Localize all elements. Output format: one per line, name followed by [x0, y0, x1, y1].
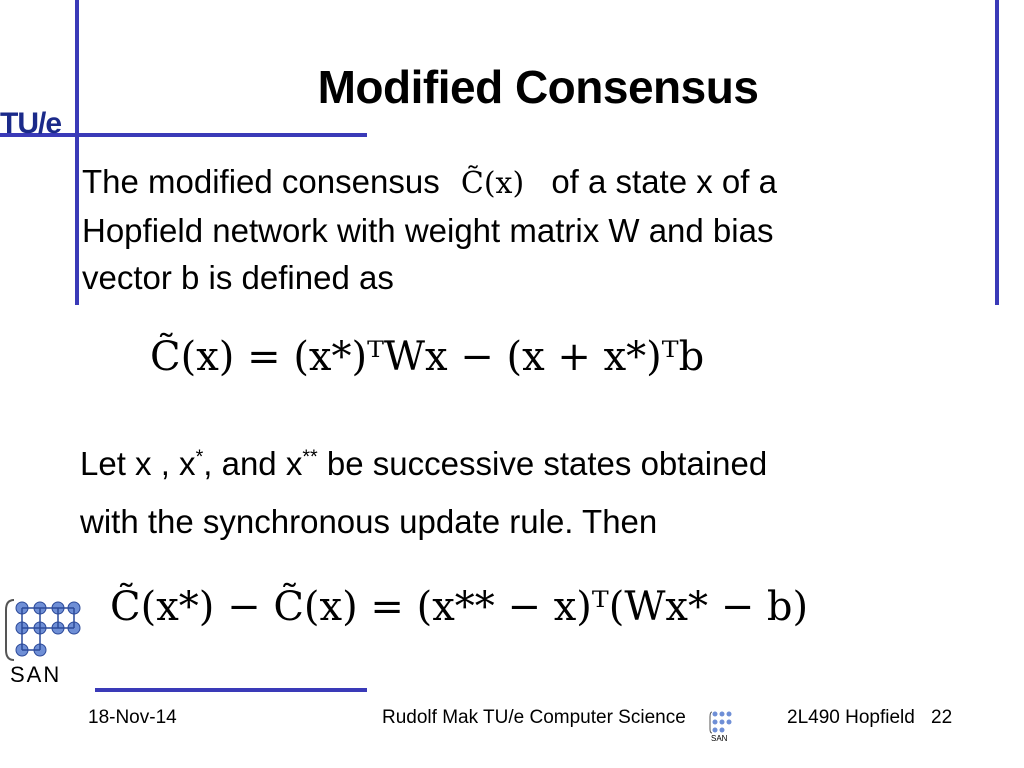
paragraph-line-2: Hopfield network with weight matrix W and bias	[82, 212, 774, 249]
bottom-horizontal-rule	[95, 688, 367, 692]
footer-page-number: 22	[931, 707, 953, 728]
formula-consensus-difference: C̃(x*) − C̃(x) = (x** − x)ᵀ(Wx* − b)	[110, 584, 809, 630]
tue-logo: TU/e	[0, 107, 62, 140]
san-logo	[4, 590, 90, 690]
paragraph-line-3: vector b is defined as	[82, 259, 394, 296]
paragraph2-end: be successive states obtained	[317, 445, 768, 482]
paragraph-line-1-prefix: The modified consensus	[82, 163, 440, 200]
paragraph2-line-1	[80, 428, 767, 493]
formula-modified-consensus: C̃(x) = (x*)ᵀWx − (x + x*)ᵀb	[150, 334, 705, 380]
inline-formula-consensus: C̃(x)	[460, 166, 525, 201]
paragraph2-line-2: with the synchronous update rule. Then	[80, 503, 658, 540]
footer-course: 2L490 Hopfield	[787, 707, 915, 728]
footer-san-icon	[709, 709, 737, 743]
paragraph-line-1	[82, 158, 777, 207]
san-logo-text: SAN	[10, 662, 62, 687]
right-vertical-rule	[995, 0, 999, 305]
paragraph-line-1-suffix: of a state x of a	[551, 163, 777, 200]
paragraph-successive-states	[80, 428, 767, 551]
footer-date: 18-Nov-14	[88, 707, 177, 728]
paragraph2-start: Let x , x	[80, 445, 196, 482]
superscript-double-star: **	[302, 446, 318, 468]
footer-author: Rudolf Mak TU/e Computer Science	[382, 707, 686, 728]
footer-san-text: SAN	[711, 734, 728, 743]
superscript-star: *	[195, 446, 204, 468]
paragraph2-mid: , and x	[203, 445, 303, 482]
paragraph-definition	[82, 158, 777, 301]
slide-title: Modified Consensus	[317, 61, 759, 113]
left-vertical-rule	[75, 0, 79, 305]
